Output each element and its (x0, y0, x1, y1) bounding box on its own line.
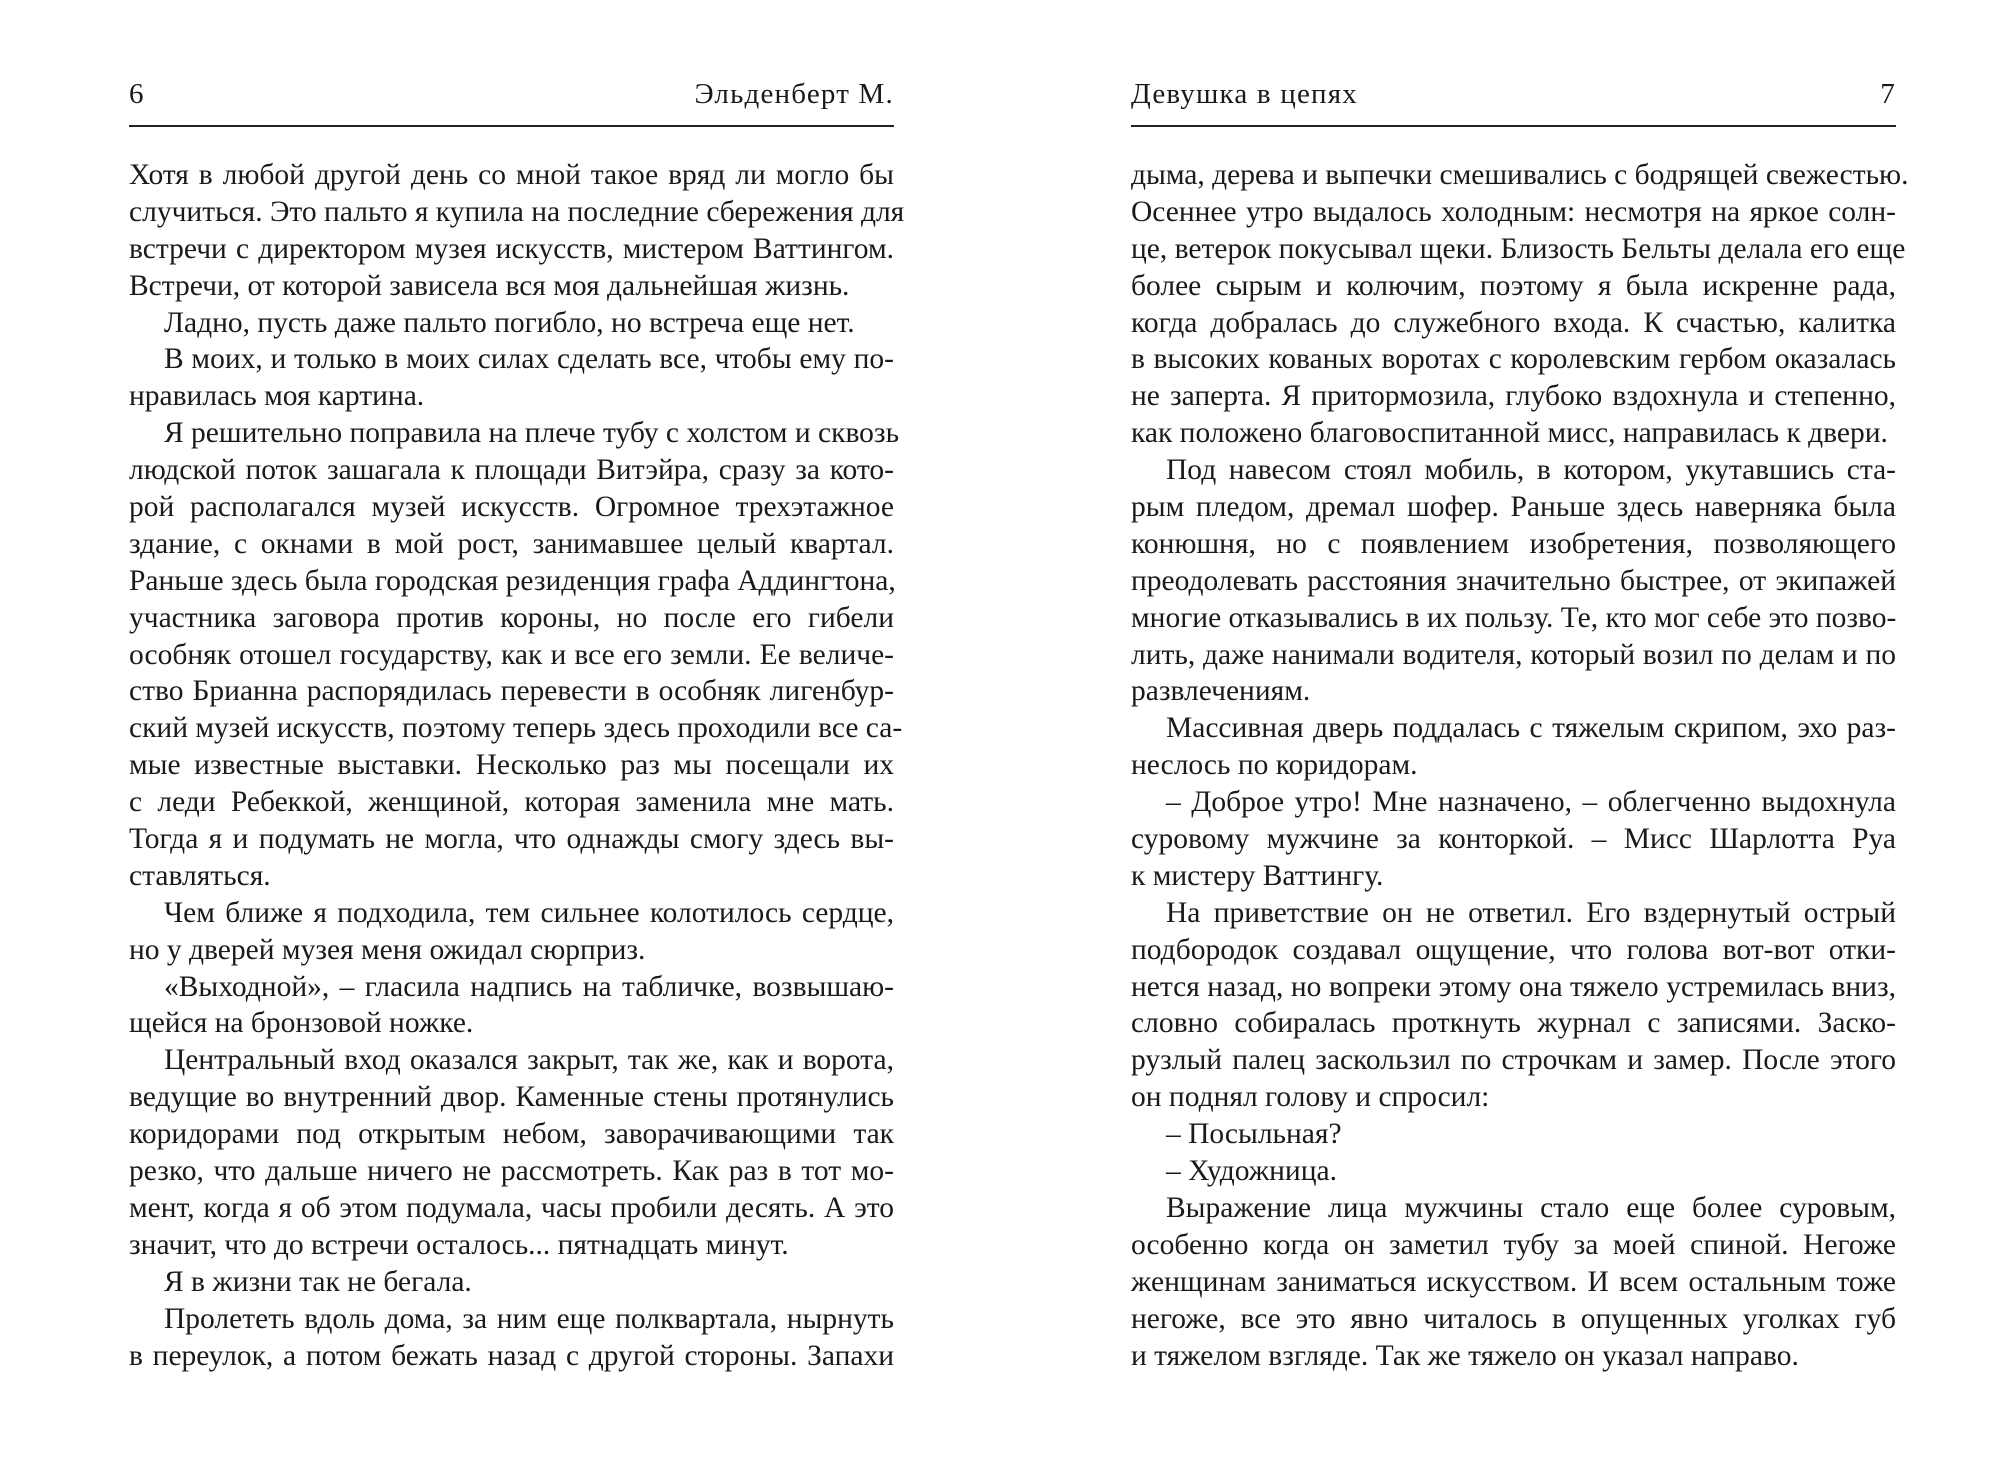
text-line: словно собиралась проткнуть журнал с записями. Заско- (1131, 1007, 1896, 1040)
text-line: мент, когда я об этом подумала, часы пробили десять. А это (129, 1191, 894, 1224)
text-line: коридорами под открытым небом, заворачивающими так (129, 1118, 894, 1151)
page-number: 7 (1880, 78, 1896, 110)
text-line: подбородок создавал ощущение, что голова вот-вот отки- (1131, 933, 1896, 966)
text-line: здание, с окнами в мой рост, занимавшее целый квартал. (129, 527, 894, 560)
text-line: резко, что дальше ничего не рассмотреть. Как раз в тот мо- (129, 1155, 894, 1188)
text-line: Встречи, от которой зависела вся моя дальнейшая жизнь. (129, 269, 850, 302)
text-line: – Художница. (1166, 1155, 1337, 1188)
left-page (129, 0, 905, 1463)
text-line: рузлый палец заскользил по строчкам и замер. После этого (1131, 1044, 1896, 1077)
text-line: с леди Ребеккой, женщиной, которая заменила мне мать. (129, 786, 894, 819)
running-head-title: Девушка в цепях (1131, 78, 1359, 110)
text-line: мые известные выставки. Несколько раз мы посещали их (129, 749, 894, 782)
running-header (129, 78, 894, 118)
text-line: рой располагался музей искусств. Огромное трехэтажное (129, 491, 894, 524)
text-line: Массивная дверь поддалась с тяжелым скрипом, эхо раз- (1166, 712, 1896, 745)
text-line: особняк отошел государству, как и все его земли. Ее величе- (129, 638, 894, 671)
text-line: – Доброе утро! Мне назначено, – облегченно выдохнула (1166, 786, 1896, 819)
text-line: Пролететь вдоль дома, за ним еще полквартала, нырнуть (164, 1302, 894, 1335)
text-line: Осеннее утро выдалось холодным: несмотря на яркое солн- (1131, 195, 1896, 228)
text-line: особенно когда он заметил тубу за моей спиной. Негоже (1131, 1228, 1896, 1261)
text-line: он поднял голову и спросил: (1131, 1081, 1490, 1114)
text-line: как положено благовоспитанной мисс, направилась к двери. (1131, 417, 1888, 450)
text-line: конюшня, но с появлением изобретения, позволяющего (1131, 527, 1896, 560)
text-line: В моих, и только в моих силах сделать все, чтобы ему по- (164, 343, 894, 376)
text-line: Центральный вход оказался закрыт, так же, как и ворота, (164, 1044, 894, 1077)
text-line: Тогда я и подумать не могла, что однажды смогу здесь вы- (129, 823, 894, 856)
text-line: нется назад, но вопреки этому она тяжело устремилась вниз, (1131, 970, 1896, 1003)
text-line: случиться. Это пальто я купила на последние сбережения для (129, 195, 905, 228)
text-line: к мистеру Ваттингу. (1131, 859, 1384, 892)
text-line: значит, что до встречи осталось... пятнадцать минут. (129, 1228, 789, 1261)
text-line: в переулок, а потом бежать назад с другой стороны. Запахи (129, 1339, 894, 1372)
text-line: Чем ближе я подходила, тем сильнее колотилось сердце, (164, 896, 894, 929)
text-line: но у дверей музея меня ожидал сюрприз. (129, 933, 646, 966)
right-page (1131, 0, 1909, 1463)
text-line: не заперта. Я притормозила, глубоко вздохнула и степенно, (1131, 380, 1896, 413)
running-head-author: Эльденберт М. (694, 78, 894, 110)
text-line: неслось по коридорам. (1131, 749, 1418, 782)
text-line: щейся на бронзовой ножке. (129, 1007, 474, 1040)
text-line: це, ветерок покусывал щеки. Близость Бельты делала его еще (1131, 232, 1906, 265)
body-text (1131, 157, 1909, 1374)
text-line: Раньше здесь была городская резиденция графа Аддингтона, (129, 564, 896, 597)
text-line: дыма, дерева и выпечки смешивались с бодрящей свежестью. (1131, 159, 1909, 191)
text-line: Ладно, пусть даже пальто погибло, но встреча еще нет. (164, 306, 855, 339)
text-line: ский музей искусств, поэтому теперь здесь проходили все са- (129, 712, 903, 745)
text-line: когда добралась до служебного входа. К счастью, калитка (1131, 306, 1896, 339)
text-line: более сырым и колючим, поэтому я была искренне рада, (1131, 269, 1896, 302)
text-line: На приветствие он не ответил. Его вздернутый острый (1166, 896, 1896, 929)
text-line: негоже, все это явно читалось в опущенных уголках губ (1131, 1302, 1896, 1335)
text-line: – Посыльная? (1166, 1118, 1342, 1151)
text-line: ведущие во внутренний двор. Каменные стены протянулись (129, 1081, 894, 1114)
text-line: и тяжелом взгляде. Так же тяжело он указал направо. (1131, 1339, 1799, 1372)
text-line: ставляться. (129, 859, 271, 892)
running-header (1131, 78, 1896, 118)
text-line: «Выходной», – гласила надпись на табличке, возвышаю- (164, 970, 894, 1003)
page-number: 6 (129, 78, 145, 110)
text-line: ство Брианна распорядилась перевести в особняк лигенбур- (129, 675, 894, 708)
text-line: в высоких кованых воротах с королевским гербом оказалась (1131, 343, 1896, 376)
text-line: суровому мужчине за конторкой. – Мисс Шарлотта Руа (1131, 823, 1896, 856)
text-line: участника заговора против короны, но после его гибели (129, 601, 894, 634)
header-rule (1131, 125, 1896, 127)
text-line: встречи с директором музея искусств, мистером Ваттингом. (129, 232, 894, 265)
text-line: Я решительно поправила на плече тубу с холстом и сквозь (164, 417, 900, 450)
text-line: рым пледом, дремал шофер. Раньше здесь наверняка была (1131, 491, 1896, 524)
body-text (129, 157, 905, 1374)
text-line: Выражение лица мужчины стало еще более суровым, (1166, 1191, 1896, 1224)
text-line: лить, даже нанимали водителя, который возил по делам и по (1131, 638, 1896, 671)
text-line: преодолевать расстояния значительно быстрее, от экипажей (1131, 564, 1896, 597)
text-line: женщинам заниматься искусством. И всем остальным тоже (1131, 1265, 1896, 1298)
text-line: развлечениям. (1131, 675, 1311, 708)
text-line: людской поток зашагала к площади Витэйра, сразу за кото- (129, 454, 894, 487)
text-line: многие отказывались в их пользу. Те, кто мог себе это позво- (1131, 601, 1897, 634)
text-line: Хотя в любой другой день со мной такое вряд ли могло бы (129, 159, 894, 191)
text-line: Я в жизни так не бегала. (164, 1265, 472, 1298)
text-line: нравилась моя картина. (129, 380, 425, 413)
text-line: Под навесом стоял мобиль, в котором, укутавшись ста- (1166, 454, 1896, 487)
header-rule (129, 125, 894, 127)
